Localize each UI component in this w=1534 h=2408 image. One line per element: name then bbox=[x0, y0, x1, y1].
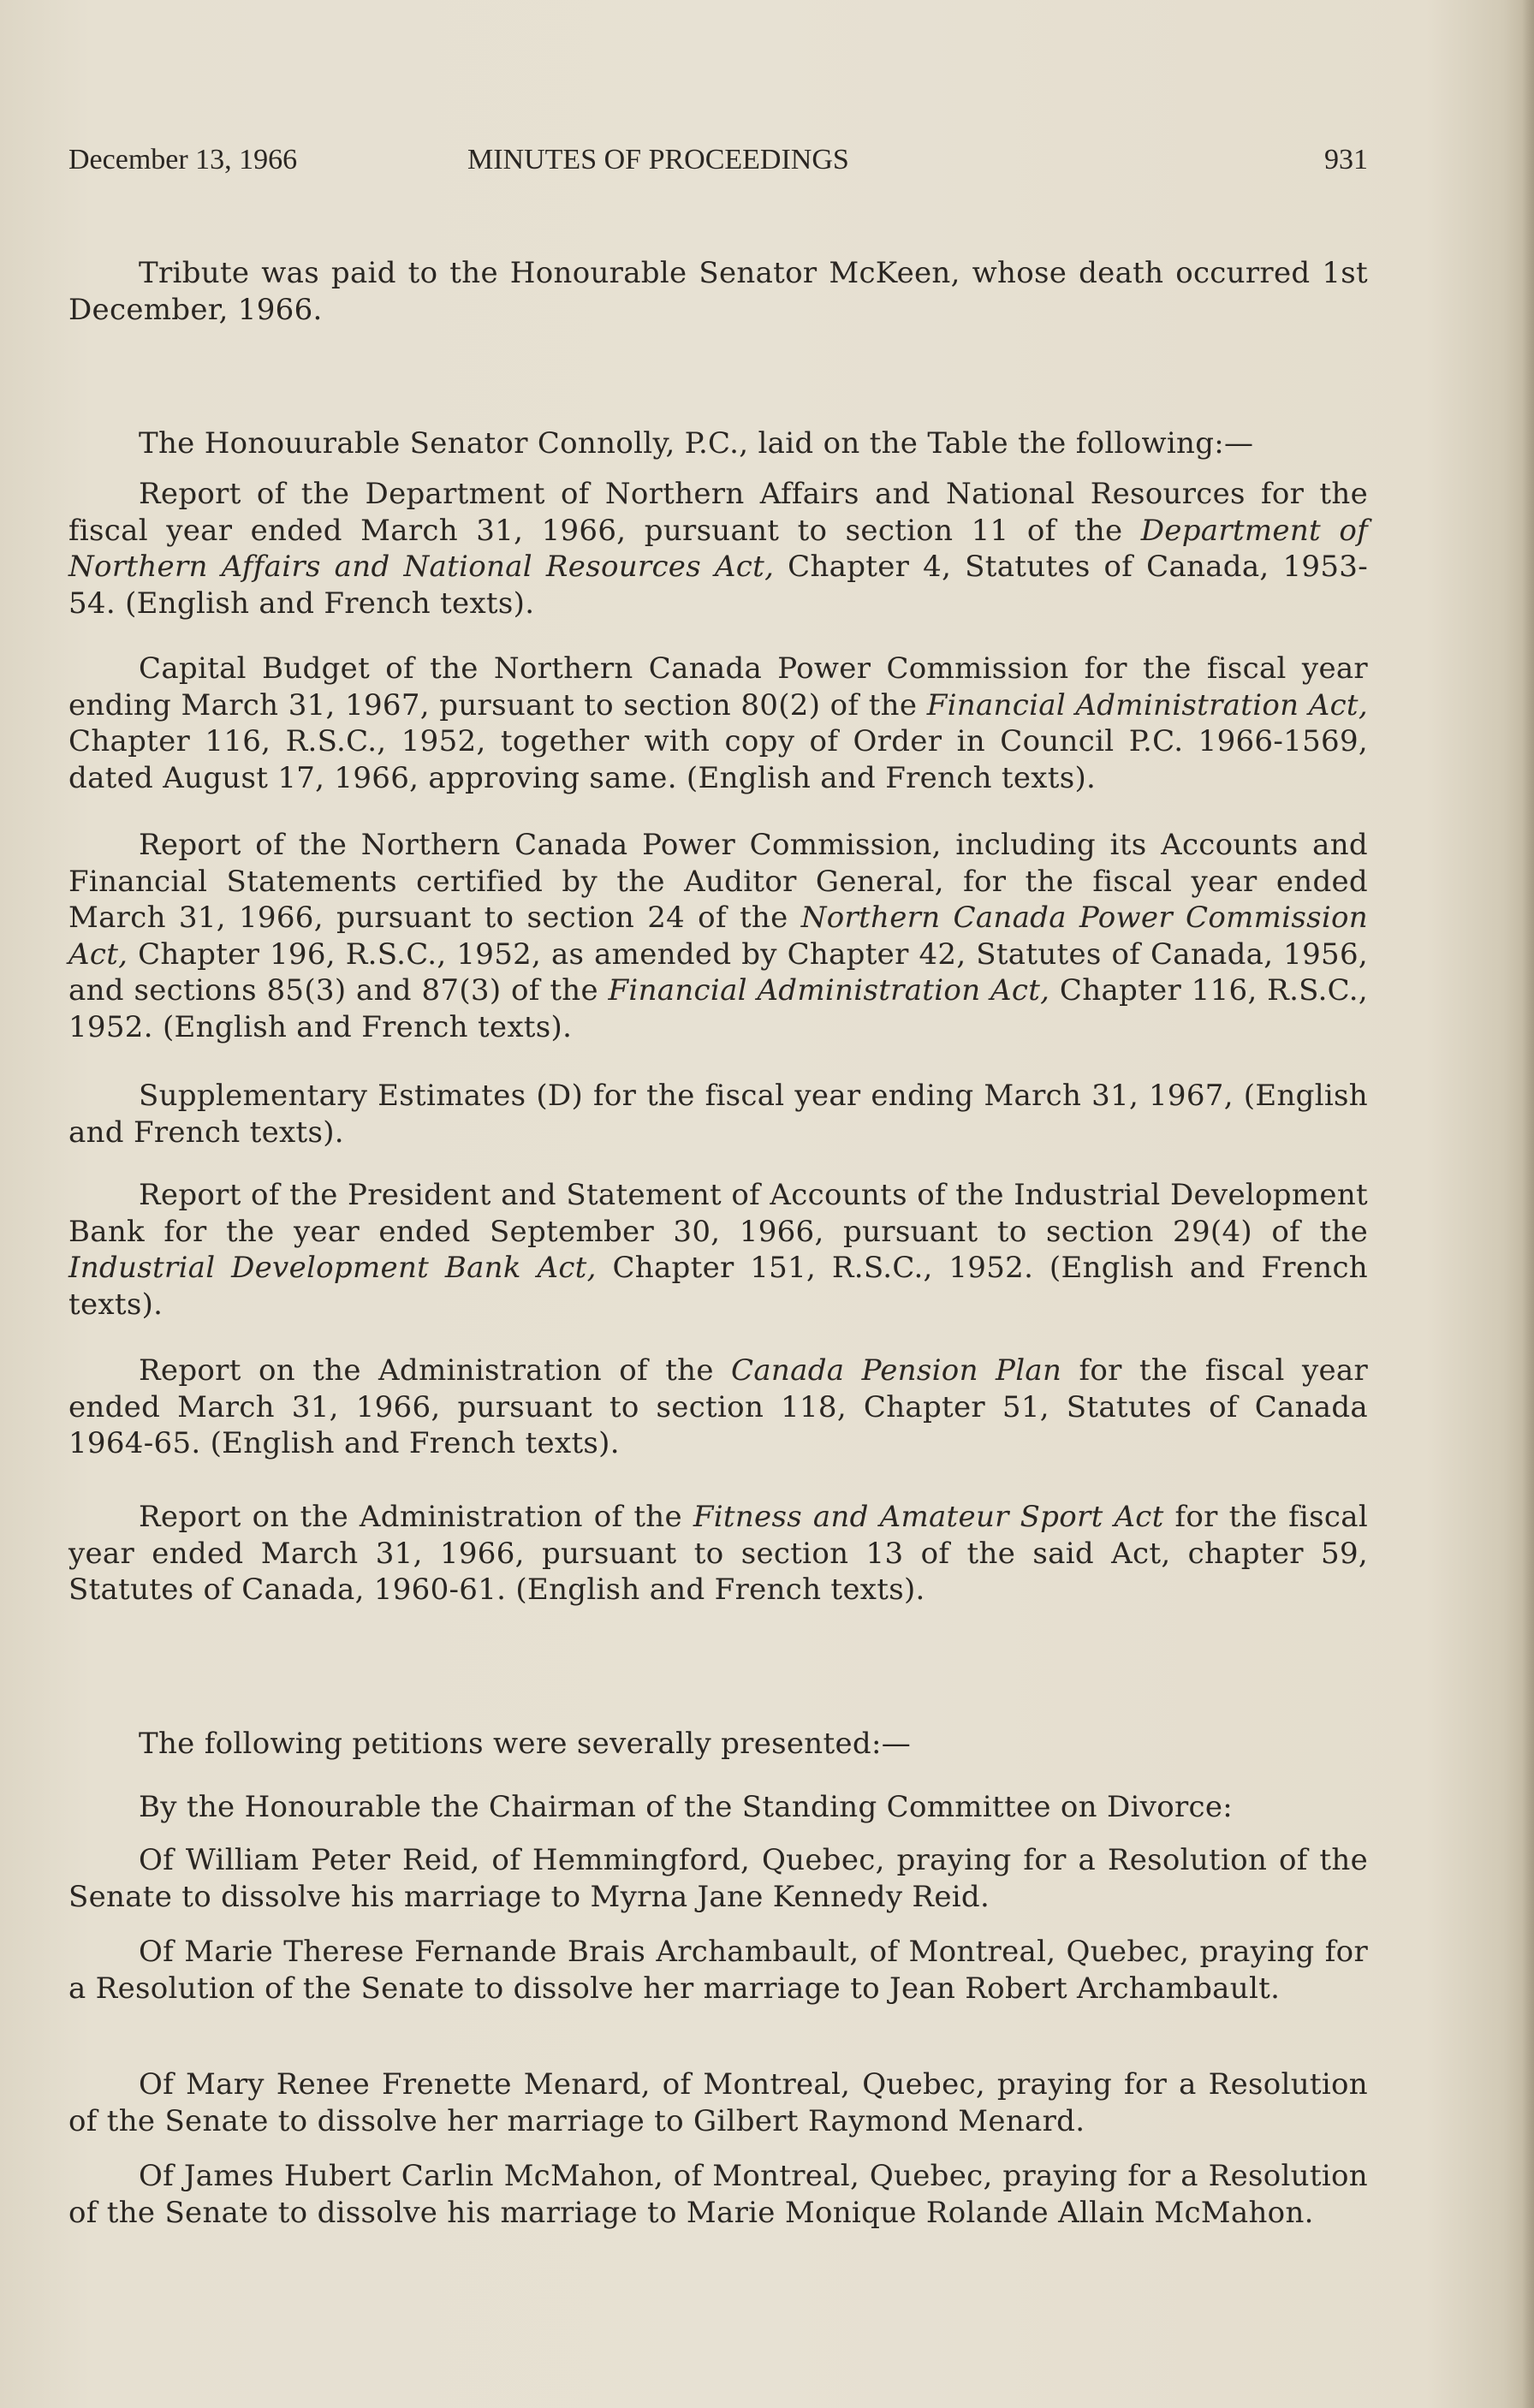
header-title: MINUTES OF PROCEEDINGS bbox=[467, 144, 849, 175]
report-paragraph: Report of the Department of Northern Affairs and National Resources for the fiscal year ended March 31, 1966, pursuant to section 11 of the Department of Northern Affairs and National Resources Act, Chapter 4, Statutes of Canada, 1953-54. (English and French texts). bbox=[68, 477, 1368, 621]
petitions-intro: The following petitions were severally presented:— bbox=[139, 1727, 912, 1761]
petition-item: Of William Peter Reid, of Hemmingford, Quebec, praying for a Resolution of the Senate to dissolve his marriage to Myrna Jane Kennedy Reid. bbox=[68, 1843, 1368, 1914]
tabled-intro: The Honouurable Senator Connolly, P.C., laid on the Table the following:— bbox=[139, 426, 1254, 461]
petition-item: Of Marie Therese Fernande Brais Archambault, of Montreal, Quebec, praying for a Resolution of the Senate to dissolve her marriage to Jean Robert Archambault. bbox=[68, 1935, 1368, 2006]
report-paragraph: Capital Budget of the Northern Canada Power Commission for the fiscal year ending March 31, 1967, pursuant to section 80(2) of the Financial Administration Act, Chapter 116, R.S.C., 1952, together with copy of Order in Council P.C. 1966-1569, dated August 17, 1966, approving same. (English and French texts). bbox=[68, 651, 1369, 795]
page-number: 931 bbox=[1324, 144, 1368, 175]
report-paragraph: Report of the President and Statement of Accounts of the Industrial Development Bank for the year ended September 30, 1966, pursuant to section 29(4) of the Industrial Development Bank Act, Chapter 151, R.S.C., 1952. (English and French texts). bbox=[68, 1178, 1368, 1322]
report-paragraph: Report of the Northern Canada Power Commission, including its Accounts and Financial Statements certified by the Auditor General, for the fiscal year ended March 31, 1966, pursuant to section 24 of the Northern Canada Power Commission Act, Chapter 196, R.S.C., 1952, as amended by Chapter 42, Statutes of Canada, 1956, and sections 85(3) and 87(3) of the Financial Administration Act, Chapter 116, R.S.C., 1952. (English and French texts). bbox=[68, 828, 1368, 1044]
petitions-presenter: By the Honourable the Chairman of the Standing Committee on Divorce: bbox=[139, 1790, 1234, 1824]
petition-item: Of Mary Renee Frenette Menard, of Montreal, Quebec, praying for a Resolution of the Senate to dissolve her marriage to Gilbert Raymond Menard. bbox=[68, 2067, 1368, 2138]
report-paragraph: Report on the Administration of the Canada Pension Plan for the fiscal year ended March 31, 1966, pursuant to section 118, Chapter 51, Statutes of Canada 1964-65. (English and French texts). bbox=[68, 1353, 1369, 1460]
report-paragraph: Supplementary Estimates (D) for the fiscal year ending March 31, 1967, (English and French texts). bbox=[68, 1079, 1368, 1150]
petition-item: Of James Hubert Carlin McMahon, of Montreal, Quebec, praying for a Resolution of the Senate to dissolve his marriage to Marie Monique Rolande Allain McMahon. bbox=[68, 2159, 1368, 2230]
page-binding-shadow bbox=[1522, 0, 1534, 2408]
running-header bbox=[68, 144, 1368, 185]
tribute-paragraph: Tribute was paid to the Honourable Senator McKeen, whose death occurred 1st December, 1966. bbox=[68, 256, 1368, 327]
header-date: December 13, 1966 bbox=[68, 144, 298, 175]
report-paragraph: Report on the Administration of the Fitness and Amateur Sport Act for the fiscal year ended March 31, 1966, pursuant to section 13 of the said Act, chapter 59, Statutes of Canada, 1960-61. (English and French texts). bbox=[68, 1500, 1368, 1607]
